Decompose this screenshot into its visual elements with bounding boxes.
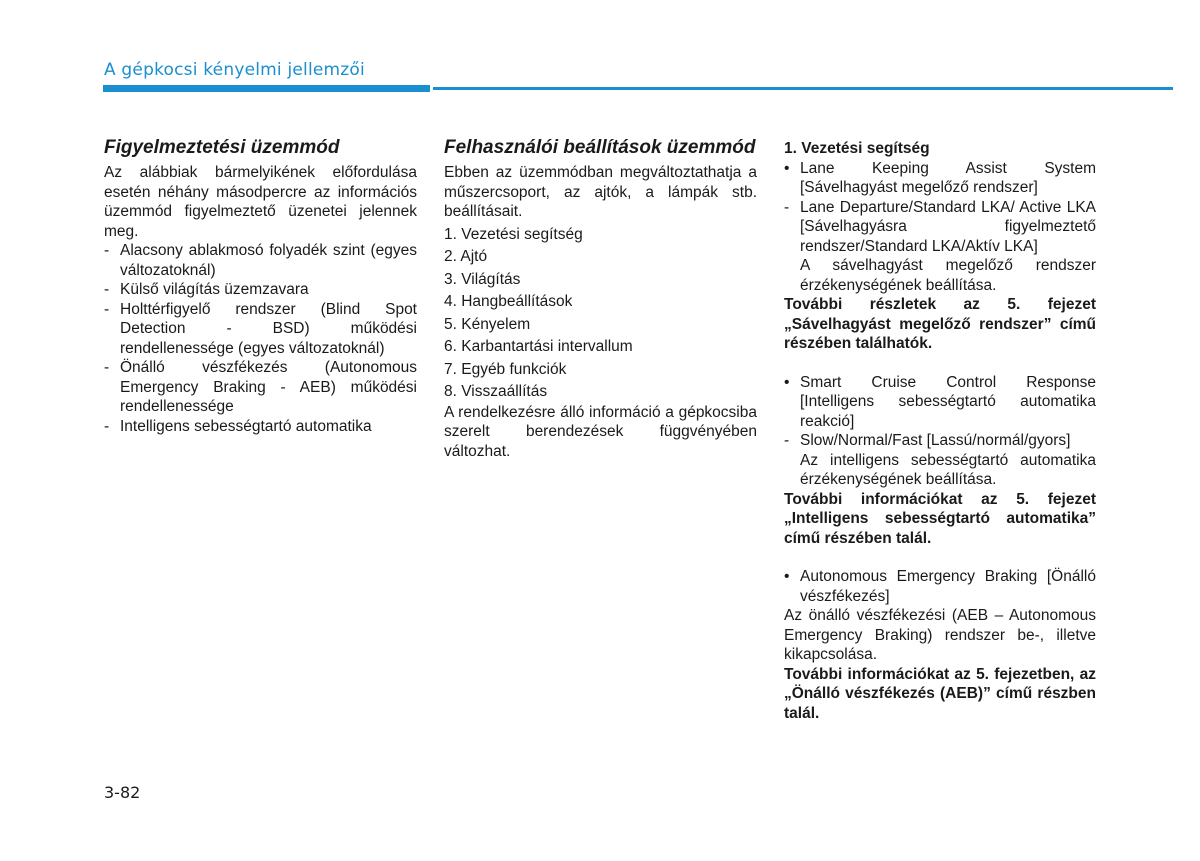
settings-menu-item: 3. Világítás	[444, 270, 521, 288]
spacer	[784, 354, 1096, 373]
user-settings-note: A rendelkezésre álló információ a gépkocsiba szerelt berendezések függvényében változhat.	[444, 403, 757, 460]
warning-mode-intro: Az alábbiak bármelyikének előfordulása esetén néhány másodpercre az információs üzemmód figyelmeztető üzenetei jelennek meg.	[104, 164, 417, 240]
warning-mode-heading: Figyelmeztetési üzemmód	[104, 137, 340, 158]
settings-menu-item: 4. Hangbeállítások	[444, 293, 573, 310]
column-user-settings	[444, 137, 757, 461]
settings-menu-item: 5. Kényelem	[444, 315, 531, 333]
warning-item: - Alacsony ablakmosó folyadék szint (egyes változatoknál)	[104, 241, 417, 280]
settings-menu-list	[444, 225, 757, 402]
aeb-description: Az önálló vészfékezési (AEB – Autonomous Emergency Braking) rendszer be-, illetve kikapcsolása.	[784, 607, 1096, 663]
warning-item: - Intelligens sebességtartó automatika	[104, 417, 417, 437]
user-settings-intro: Ebben az üzemmódban megváltoztathatja a műszercsoport, az ajtók, a lámpák stb. beállításait.	[444, 164, 757, 220]
scc-option: - Slow/Normal/Fast [Lassú/normál/gyors]	[784, 431, 1096, 451]
header-rule-thin	[433, 87, 1173, 90]
column-warning-mode	[104, 137, 417, 436]
scc-description: Az intelligens sebességtartó automatika érzékenységének beállítása.	[800, 451, 1096, 488]
lka-description: A sávelhagyást megelőző rendszer érzékenységének beállítása.	[800, 257, 1096, 294]
driver-assistance-heading: 1. Vezetési segítség	[784, 140, 930, 157]
scc-item: • Smart Cruise Control Response [Intelligens sebességtartó automatika reakció]	[784, 373, 1096, 432]
user-settings-heading: Felhasználói beállítások üzemmód	[444, 137, 756, 158]
warning-item: - Önálló vészfékezés (Autonomous Emergency Braking - AEB) működési rendellenessége	[104, 358, 417, 417]
settings-menu-item: 8. Visszaállítás	[444, 383, 548, 400]
aeb-reference: További információkat az 5. fejezetben, az „Önálló vészfékezés (AEB)” című részben talál.	[784, 665, 1096, 722]
aeb-list	[784, 567, 1096, 606]
lka-reference: További részletek az 5. fejezet „Sávelhagyást megelőző rendszer” című részében találhatók.	[784, 296, 1096, 352]
settings-menu-item: 1. Vezetési segítség	[444, 225, 583, 243]
page-number: 3-82	[104, 783, 141, 802]
settings-menu-item: 7. Egyéb funkciók	[444, 360, 567, 378]
warning-list	[104, 241, 417, 436]
header-rule-thick	[103, 85, 430, 92]
lka-item: • Lane Keeping Assist System [Sávelhagyást megelőző rendszer]	[784, 159, 1096, 198]
lka-option: - Lane Departure/Standard LKA/ Active LKA [Sávelhagyásra figyelmeztető rendszer/Standard LKA/Aktív LKA]	[784, 198, 1096, 257]
settings-menu-item: 6. Karbantartási intervallum	[444, 338, 633, 355]
column-driver-assistance	[784, 139, 1096, 723]
scc-reference: További információkat az 5. fejezet „Intelligens sebességtartó automatika” című részében talál.	[784, 490, 1096, 547]
section-title: A gépkocsi kényelmi jellemzői	[104, 60, 365, 80]
warning-item: - Külső világítás üzemzavara	[104, 280, 417, 300]
scc-list	[784, 373, 1096, 451]
warning-item: - Holttérfigyelő rendszer (Blind Spot Detection - BSD) működési rendellenessége (egyes változatoknál)	[104, 300, 417, 359]
settings-menu-item: 2. Ajtó	[444, 248, 488, 265]
lka-list	[784, 159, 1096, 257]
spacer	[784, 548, 1096, 567]
aeb-item: • Autonomous Emergency Braking [Önálló vészfékezés]	[784, 567, 1096, 606]
